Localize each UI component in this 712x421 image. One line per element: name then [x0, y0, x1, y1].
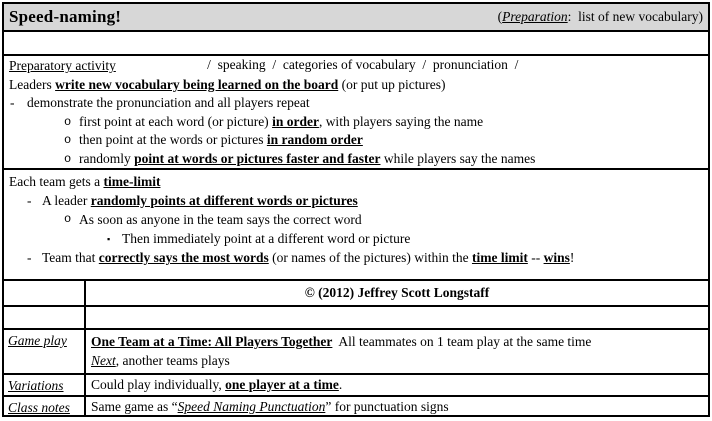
variations-label [4, 375, 86, 395]
text-segment: As soon as anyone in the team says the correct word [79, 212, 362, 227]
text-segment: ” for punctuation signs [325, 399, 449, 414]
text-segment: wins [543, 250, 570, 265]
text-segment: in random order [266, 132, 363, 147]
bullet-marker: - [27, 250, 32, 265]
bullet-marker: o [64, 114, 72, 129]
bullet-marker: - [10, 95, 15, 110]
text-segment: ! [569, 250, 575, 265]
text-segment: one player at a time [225, 377, 339, 392]
document-table [2, 2, 710, 417]
empty-content-cell [86, 307, 708, 328]
bullet-marker: - [27, 193, 32, 208]
game-play-row [4, 330, 708, 375]
text-segment: , another teams plays [115, 353, 230, 368]
class-notes-row [4, 397, 708, 417]
text-segment: Speed Naming Punctuation [177, 399, 326, 414]
text-segment: All teammates on 1 team play at the same time [332, 334, 592, 349]
text-segment: point at words or pictures faster and faster [134, 150, 381, 166]
text-segment: time limit [471, 250, 528, 265]
text-segment: while players say the names [380, 150, 536, 166]
text-line [4, 94, 708, 113]
text-line [86, 332, 708, 351]
text-segment: Variations [8, 378, 64, 393]
spacer-row [4, 307, 708, 330]
text-segment: Preparation [502, 9, 568, 24]
game-play-label [4, 330, 86, 373]
class-notes-label [4, 397, 86, 417]
text-segment: Class notes [8, 400, 70, 415]
title-row [4, 4, 708, 32]
text-segment: randomly points at different words or pictures [90, 193, 358, 208]
text-segment: then point at the words or pictures [79, 132, 267, 147]
preparation-note [498, 9, 703, 25]
variations-row [4, 375, 708, 397]
text-line [4, 229, 708, 248]
text-segment: correctly says the most words [98, 250, 269, 265]
text-segment: (or put up pictures) [338, 76, 446, 92]
text-line [86, 397, 708, 416]
text-segment: : list of new vocabulary) [567, 9, 703, 24]
copyright-row [4, 281, 708, 307]
page-title: Speed-naming! [9, 7, 122, 26]
text-segment: write new vocabulary being learned on the board [55, 76, 339, 92]
text-segment: time-limit [103, 174, 161, 189]
text-line [4, 131, 708, 150]
variations-content [86, 375, 708, 395]
text-line [4, 150, 708, 169]
bullet-marker: o [64, 212, 72, 226]
empty-label-cell [4, 281, 86, 305]
text-segment: © (2012) Jeffrey Scott Longstaff [304, 285, 490, 300]
text-segment: (or names of the pictures) within the [268, 250, 472, 265]
text-segment: demonstrate the pronunciation and all players repeat [27, 95, 310, 110]
text-segment: -- [527, 250, 544, 265]
text-line [4, 191, 708, 210]
bullet-marker: o [64, 151, 72, 166]
team-rules-section [4, 170, 708, 281]
text-segment: Next [91, 353, 116, 368]
text-segment: Team that [42, 250, 99, 265]
class-notes-content [86, 397, 708, 417]
text-segment: in order [272, 113, 319, 129]
text-segment: . [338, 377, 343, 392]
text-segment: first point at each word (or picture) [79, 113, 273, 129]
text-segment: ( [497, 9, 503, 24]
text-segment: Same game as “ [91, 399, 178, 414]
text-segment: Could play individually, [91, 377, 226, 392]
text-line [4, 76, 708, 95]
text-line [4, 172, 708, 191]
text-line [86, 351, 708, 370]
tags-text: / speaking / categories of vocabulary / pronunciation / [207, 57, 519, 72]
bullet-marker: ▪ [107, 234, 111, 244]
text-segment: Game play [8, 333, 67, 348]
text-line [4, 210, 708, 229]
game-play-content [86, 330, 708, 373]
text-segment: , with players saying the name [318, 113, 484, 129]
text-line [4, 57, 708, 76]
text-segment: A leader [42, 193, 91, 208]
preparatory-activity-section [4, 56, 708, 170]
copyright-text [86, 281, 708, 305]
text-segment: Leaders [9, 76, 56, 92]
empty-label-cell [4, 307, 86, 328]
text-segment: One Team at a Time: All Players Together [91, 334, 333, 349]
text-line [4, 248, 708, 267]
text-segment: Preparatory activity [9, 58, 116, 73]
text-line [4, 113, 708, 132]
bullet-marker: o [64, 133, 72, 147]
text-segment: Then immediately point at a different word or picture [122, 231, 411, 246]
text-segment: Each team gets a [9, 174, 104, 189]
text-line [86, 375, 708, 394]
text-segment: randomly [79, 150, 135, 166]
